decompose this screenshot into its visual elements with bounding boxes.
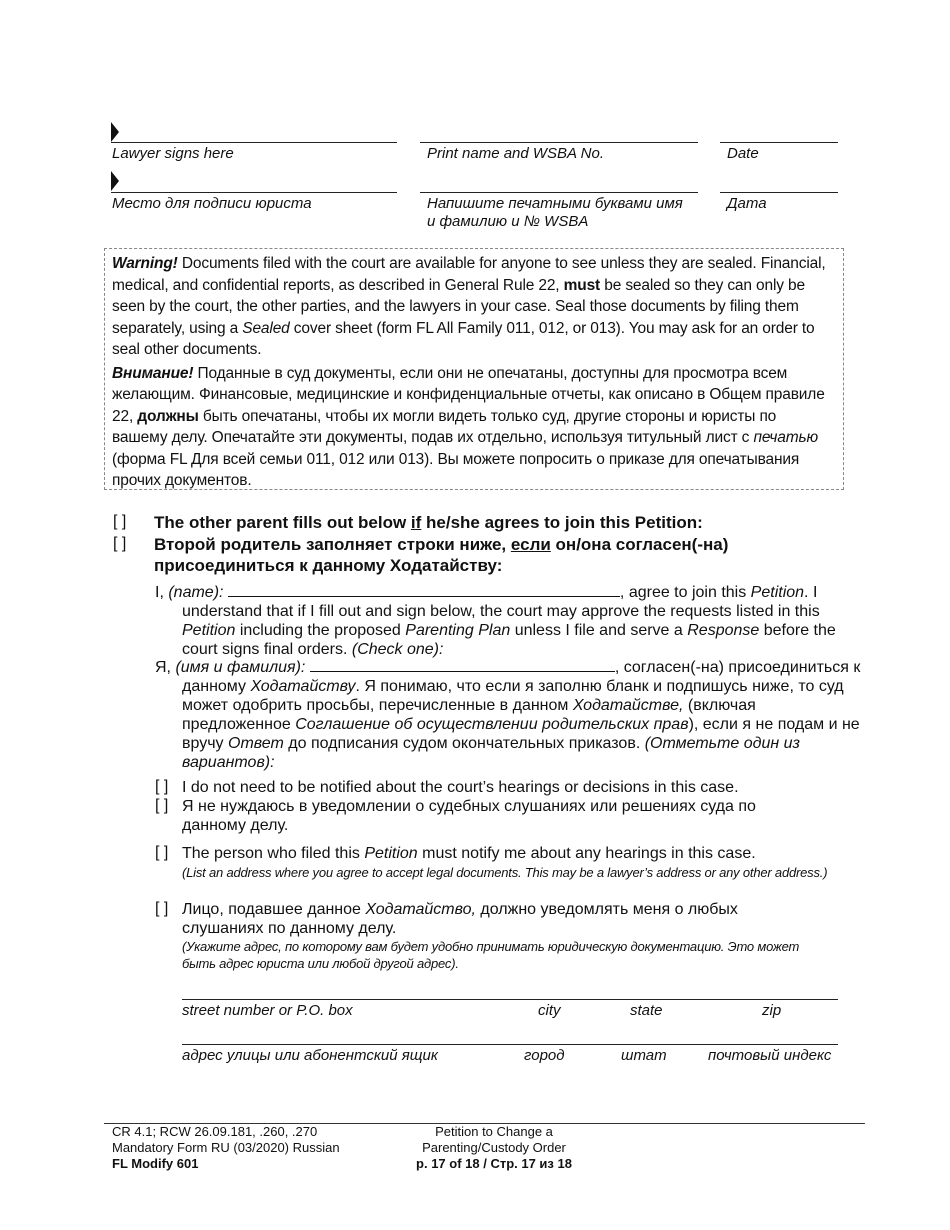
warning-en: Warning! Documents filed with the court are available for anyone to see unless they are sealed. Financial, medical, and confidential reports, as described in General Rule 22, must be sealed so they can only be seen by the court, the other parties, and the lawyers in your case. Seal those documents by filing them separately, using a Sealed cover sheet (form FL All Family 011, 012, or 013). You may ask for an order to seal other documents.: [112, 255, 826, 358]
join-heading-en: The other parent fills out below if he/she agrees to join this Petition:: [154, 513, 703, 532]
option1-ru: Я не нуждаюсь в уведомлении о судебных слушаниях или решениях суда по данному делу.: [182, 798, 756, 834]
street-label-ru: адрес улицы или абонентский ящик: [182, 1047, 438, 1064]
option2-checkbox-ru[interactable]: [ ]: [155, 900, 169, 917]
address-line-ru[interactable]: [182, 1044, 838, 1045]
option1-en: I do not need to be notified about the court’s hearings or decisions in this case.: [182, 779, 739, 796]
option2-en-note: (List an address where you agree to accept legal documents. This may be a lawyer’s address or any other address.): [182, 865, 828, 880]
warning-box: [104, 248, 844, 490]
name-field-en[interactable]: [228, 582, 620, 597]
print-name-label-ru-1: Напишите печатными буквами имя: [427, 195, 683, 212]
name-field-ru[interactable]: [310, 657, 615, 672]
print-name-label: Print name and WSBA No.: [427, 145, 605, 162]
signature-arrow-icon: [111, 122, 119, 142]
agreement-ru: Я, (имя и фамилия): , согласен(-на) присоединиться к данному Ходатайству. Я понимаю, что если я заполню бланк и подпишусь ниже, то суд может одобрить просьбы, перечисленные в данном Ходатайстве, (включая предложенное Соглашение об осуществлении родительских прав), если я не подам и не вручу Ответ до подписания судом окончательных приказов. (Отметьте один из вариантов):: [155, 659, 861, 771]
print-name-line[interactable]: [420, 142, 698, 143]
street-label-en: street number or P.O. box: [182, 1002, 353, 1019]
footer-left: [112, 1124, 340, 1172]
signature-arrow-ru-icon: [111, 171, 119, 191]
lawyer-signature-line[interactable]: [111, 142, 397, 143]
footer-page-number: p. 17 of 18 / Стр. 17 из 18: [416, 1156, 572, 1171]
date-label-ru: Дата: [727, 195, 767, 212]
lawyer-signs-label: Lawyer signs here: [112, 145, 234, 162]
print-name-line-ru[interactable]: [420, 192, 698, 193]
option1-checkbox-ru[interactable]: [ ]: [155, 797, 169, 814]
date-line-ru[interactable]: [720, 192, 838, 193]
footer-form: Mandatory Form RU (03/2020) Russian: [112, 1140, 340, 1155]
print-name-label-ru-2: и фамилию и № WSBA: [427, 213, 589, 230]
city-label-ru: город: [524, 1047, 565, 1064]
agreement-en: I, (name): , agree to join this Petition. I understand that if I fill out and sign below, the court may approve the requests listed in this Petition including the proposed Parenting Plan unless I file and serve a Response before the court signs final orders. (Check one):: [155, 584, 836, 658]
option2-en: The person who filed this Petition must notify me about any hearings in this case.: [182, 845, 756, 862]
join-heading-ru: Второй родитель заполняет строки ниже, если он/она согласен(-на) присоединиться к данному Ходатайству:: [154, 535, 729, 575]
date-line[interactable]: [720, 142, 838, 143]
footer-rcw: CR 4.1; RCW 26.09.181, .260, .270: [112, 1124, 318, 1139]
warning-ru: Внимание! Поданные в суд документы, если они не опечатаны, доступны для просмотра всем желающим. Финансовые, медицинские и конфиденциальные отчеты, как описано в Общем правиле 22, должны быть опечатаны, чтобы их могли видеть только суд, другие стороны и юристы по вашему делу. Опечатайте эти документы, подав их отдельно, используя титульный лист с печатью (форма FL Для всей семьи 011, 012 или 013). Вы можете попросить о приказе для опечатывания прочих документов.: [112, 364, 825, 489]
footer-form-id: FL Modify 601: [112, 1156, 199, 1171]
date-label: Date: [727, 145, 759, 162]
state-label-en: state: [630, 1002, 663, 1019]
state-label-ru: штат: [621, 1047, 667, 1064]
join-checkbox-ru[interactable]: [ ]: [113, 535, 127, 552]
footer-title-1: Petition to Change a: [435, 1124, 553, 1139]
lawyer-signature-line-ru[interactable]: [111, 192, 397, 193]
footer-title-2: Parenting/Custody Order: [422, 1140, 566, 1155]
option2-checkbox-en[interactable]: [ ]: [155, 844, 169, 861]
option1-checkbox-en[interactable]: [ ]: [155, 778, 169, 795]
zip-label-ru: почтовый индекс: [708, 1047, 832, 1064]
footer-center: [380, 1124, 608, 1172]
zip-label-en: zip: [762, 1002, 782, 1019]
join-checkbox-en[interactable]: [ ]: [113, 513, 127, 530]
option2-ru-note: (Укажите адрес, по которому вам будет удобно принимать юридическую документацию. Это может быть адрес юриста или любой другой адрес).: [182, 939, 800, 971]
city-label-en: city: [538, 1002, 561, 1019]
option2-ru: Лицо, подавшее данное Ходатайство, должно уведомлять меня о любых слушаниях по данному делу.: [182, 901, 738, 937]
lawyer-signs-label-ru: Место для подписи юриста: [112, 195, 312, 212]
address-line-en[interactable]: [182, 999, 838, 1000]
